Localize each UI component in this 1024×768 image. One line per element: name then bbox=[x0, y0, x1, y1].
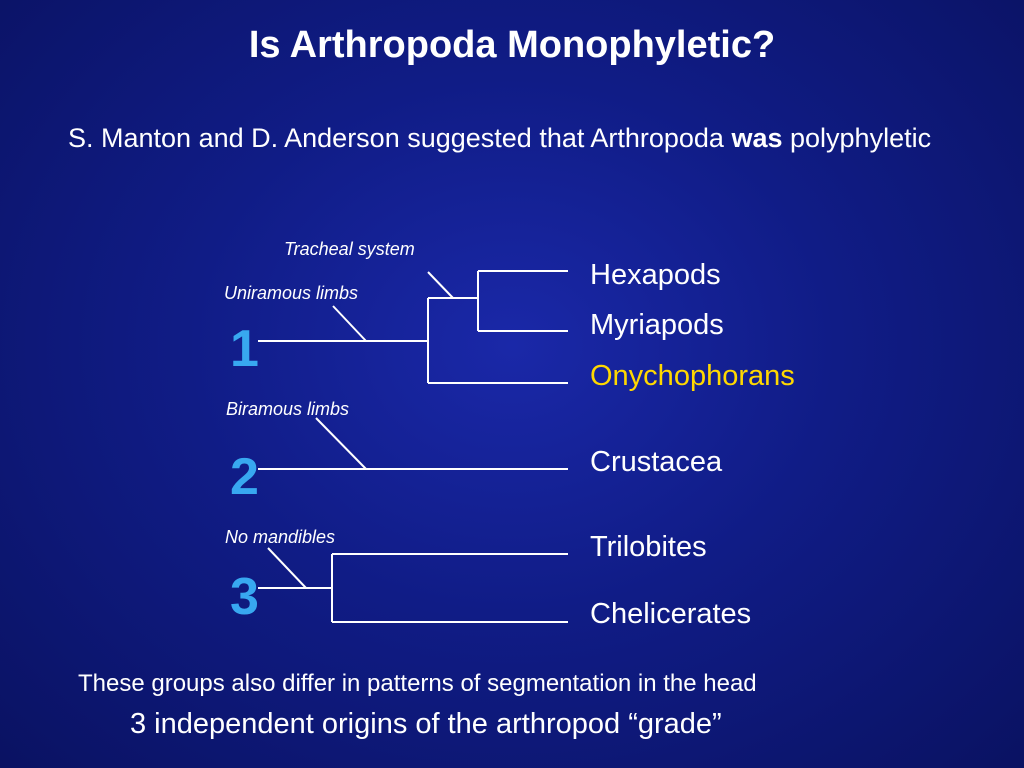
group-3 bbox=[225, 527, 751, 630]
uniramous-limbs-label: Uniramous limbs bbox=[224, 283, 359, 303]
taxon-myriapods: Myriapods bbox=[590, 309, 724, 341]
tracheal-system-pointer bbox=[428, 272, 453, 298]
taxon-trilobites: Trilobites bbox=[590, 531, 707, 563]
intro-text-end: polyphyletic bbox=[782, 123, 932, 153]
taxon-onychophorans: Onychophorans bbox=[590, 360, 795, 392]
group-1 bbox=[224, 239, 795, 392]
segmentation-note: These groups also differ in patterns of segmentation in the head bbox=[78, 670, 757, 697]
intro-emphasis: was bbox=[731, 123, 783, 153]
biramous-limbs-label: Biramous limbs bbox=[226, 399, 350, 419]
group-2-number: 2 bbox=[230, 448, 259, 506]
conclusion-text: 3 independent origins of the arthropod “grade” bbox=[130, 708, 722, 740]
group-1-number: 1 bbox=[230, 320, 259, 378]
group-2 bbox=[226, 399, 723, 506]
group-3-number: 3 bbox=[230, 568, 259, 626]
taxon-chelicerates: Chelicerates bbox=[590, 598, 752, 630]
intro-text-start: S. Manton and D. Anderson suggested that Arthropoda bbox=[68, 123, 732, 153]
no-mandibles-label: No mandibles bbox=[225, 527, 336, 547]
taxon-crustacea: Crustacea bbox=[590, 446, 723, 478]
uniramous-limbs-pointer bbox=[333, 306, 366, 341]
taxon-hexapods: Hexapods bbox=[590, 259, 721, 291]
tracheal-system-label: Tracheal system bbox=[284, 239, 415, 259]
slide-title: Is Arthropoda Monophyletic? bbox=[248, 24, 776, 66]
no-mandibles-pointer bbox=[268, 548, 306, 588]
biramous-limbs-pointer bbox=[316, 418, 366, 469]
